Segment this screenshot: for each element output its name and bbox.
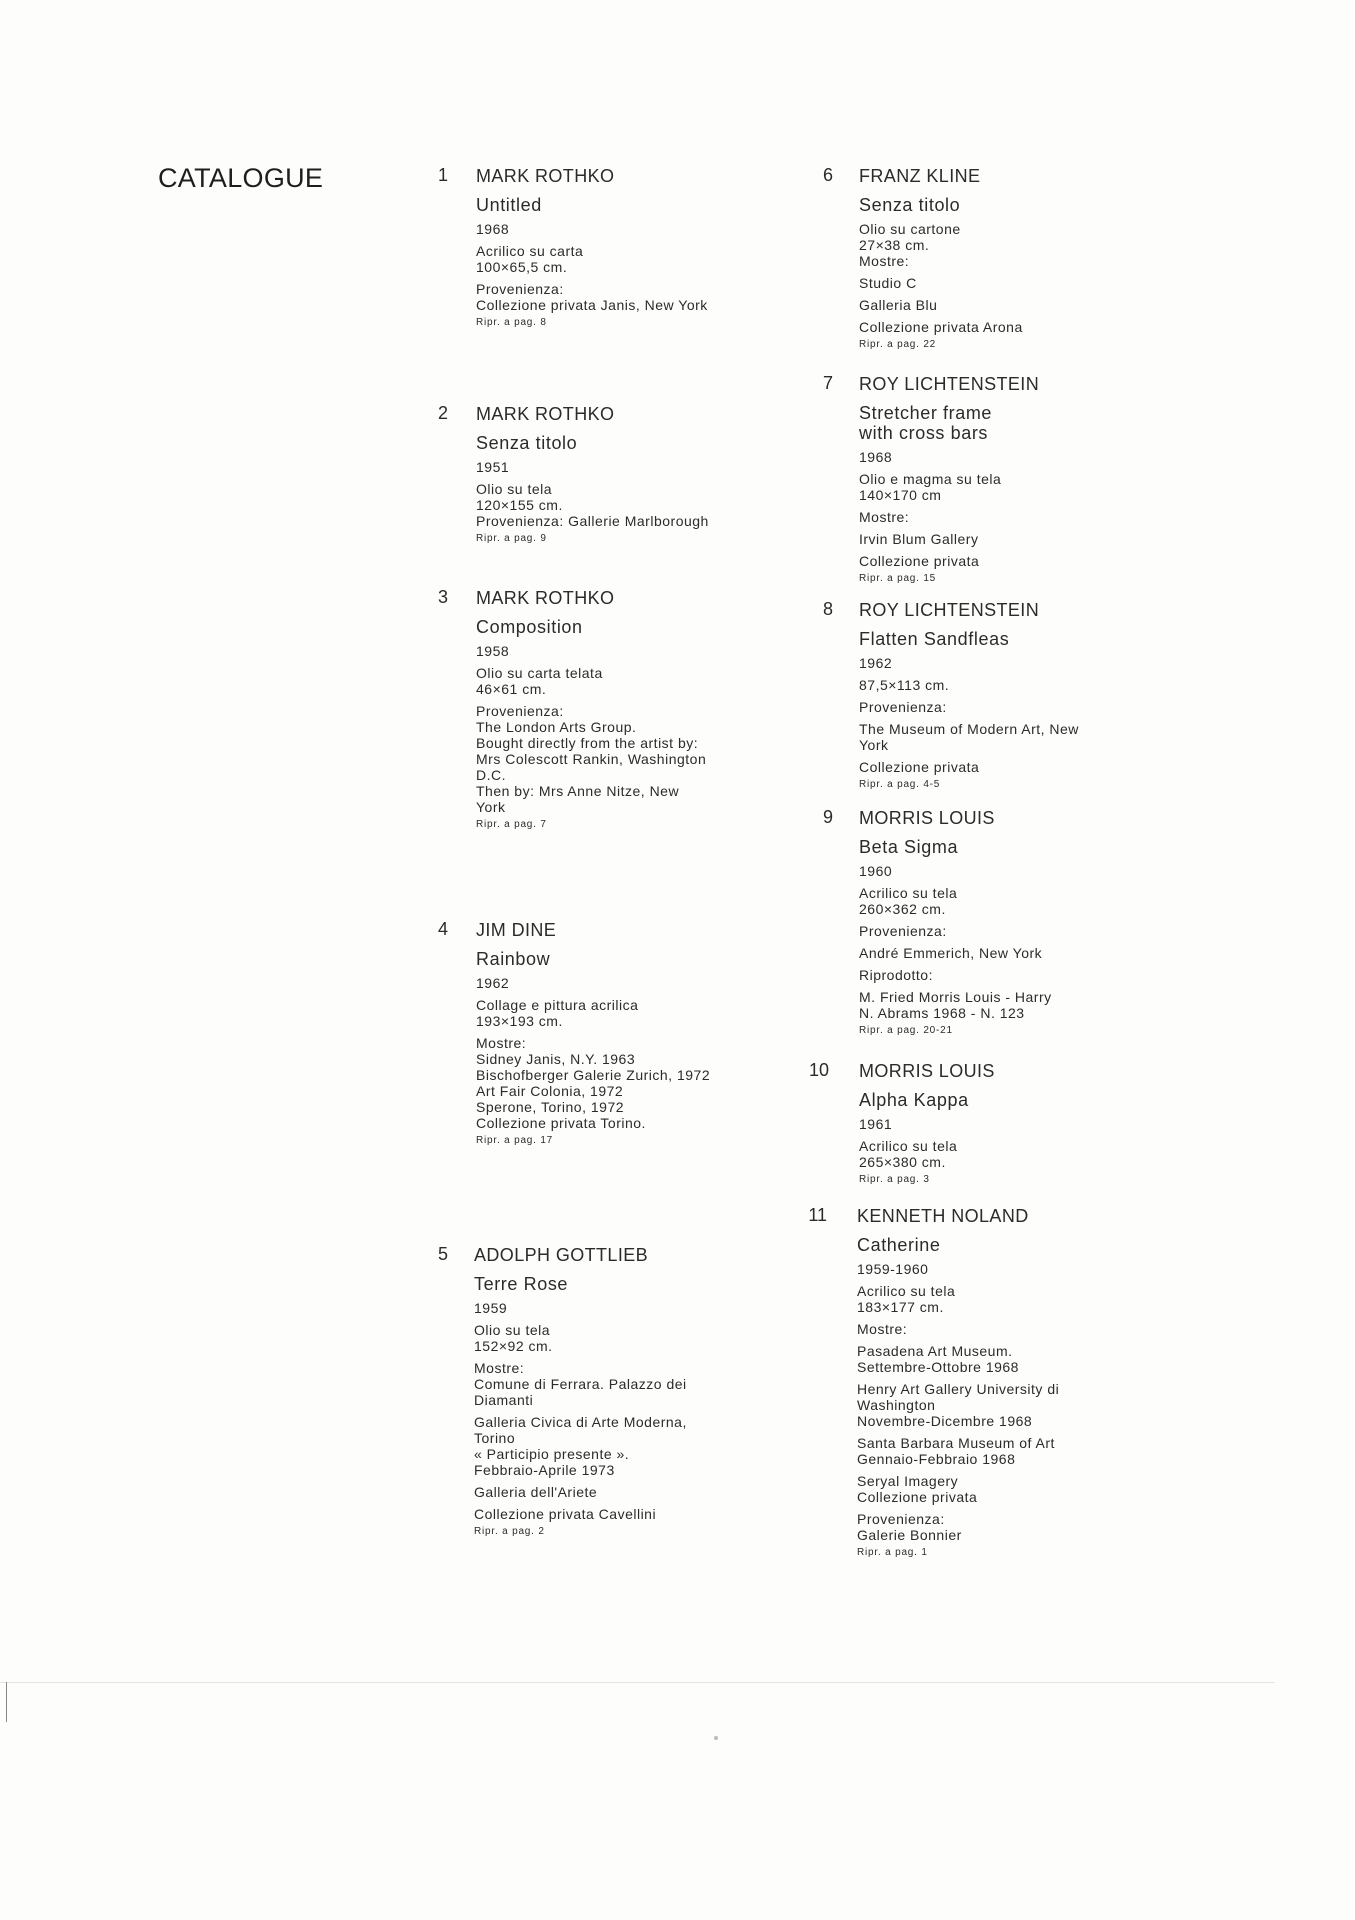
catalogue-entry (808, 1205, 1125, 1559)
entry-detail: Diamanti (474, 1392, 534, 1408)
catalogue-entry (437, 1244, 742, 1538)
entry-reproduction-ref: Ripr. a pag. 8 (476, 317, 547, 328)
entry-detail: Acrilico su tela (859, 885, 958, 901)
entry-title: Senza titolo (476, 433, 578, 453)
entry-title: Alpha Kappa (859, 1090, 969, 1110)
entry-detail: 46×61 cm. (476, 681, 547, 697)
entry-detail: Torino (474, 1430, 516, 1446)
entry-detail: 1962 (476, 975, 510, 991)
entry-detail: Bought directly from the artist by: (476, 735, 699, 751)
entry-detail: Collezione privata (859, 759, 980, 775)
entry-number: 9 (822, 807, 833, 827)
catalogue-entry (437, 403, 744, 545)
catalogue-entry (437, 165, 744, 329)
entry-detail: Collezione privata Janis, New York (476, 297, 708, 313)
entry-detail: The Museum of Modern Art, New (859, 721, 1079, 737)
entry-detail: 87,5×113 cm. (859, 677, 950, 693)
entry-detail: 260×362 cm. (859, 901, 946, 917)
entry-title: Rainbow (476, 949, 551, 969)
entry-detail: Pasadena Art Museum. (857, 1343, 1013, 1359)
entry-reproduction-ref: Ripr. a pag. 17 (476, 1135, 554, 1146)
entry-number: 8 (822, 599, 833, 619)
entry-artist: MORRIS LOUIS (859, 808, 995, 828)
entry-detail: 193×193 cm. (476, 1013, 563, 1029)
entry-detail: York (859, 737, 889, 753)
entry-detail: Mostre: (859, 509, 910, 525)
entry-reproduction-ref: Ripr. a pag. 22 (859, 339, 937, 350)
catalogue-entry (437, 919, 744, 1147)
entry-detail: N. Abrams 1968 - N. 123 (859, 1005, 1025, 1021)
entry-detail: Seryal Imagery (857, 1473, 959, 1489)
entry-detail: Bischofberger Galerie Zurich, 1972 (476, 1067, 711, 1083)
entry-detail: Olio su carta telata (476, 665, 603, 681)
entry-detail: Provenienza: (476, 281, 564, 297)
entry-detail: Collezione privata (859, 553, 980, 569)
entry-number: 5 (437, 1244, 448, 1264)
entry-detail: Sperone, Torino, 1972 (476, 1099, 625, 1115)
entry-detail: Santa Barbara Museum of Art (857, 1435, 1055, 1451)
entry-artist: ROY LICHTENSTEIN (859, 600, 1040, 620)
entry-number: 2 (437, 403, 448, 423)
entry-detail: Galerie Bonnier (857, 1527, 962, 1543)
entry-artist: MARK ROTHKO (476, 404, 615, 424)
entry-detail: Olio su tela (476, 481, 553, 497)
entry-title: Beta Sigma (859, 837, 959, 857)
entry-detail: 1968 (859, 449, 893, 465)
catalogue-entry (822, 373, 1127, 585)
entry-artist: ROY LICHTENSTEIN (859, 374, 1040, 394)
entry-detail: Provenienza: (859, 699, 947, 715)
entry-detail: Mrs Colescott Rankin, Washington (476, 751, 707, 767)
catalogue-entry (822, 165, 1127, 351)
entry-detail: Collezione privata Arona (859, 319, 1023, 335)
bottom-rule (0, 1682, 1275, 1683)
entry-reproduction-ref: Ripr. a pag. 7 (476, 819, 547, 830)
entry-detail: 183×177 cm. (857, 1299, 944, 1315)
entry-title: Flatten Sandfleas (859, 629, 1010, 649)
entry-detail: 140×170 cm (859, 487, 942, 503)
entry-detail: 265×380 cm. (859, 1154, 946, 1170)
entry-detail: Sidney Janis, N.Y. 1963 (476, 1051, 636, 1067)
entry-detail: Mostre: (857, 1321, 908, 1337)
entry-title: Composition (476, 617, 583, 637)
entry-detail: Provenienza: (857, 1511, 945, 1527)
entry-detail: Galleria Civica di Arte Moderna, (474, 1414, 687, 1430)
entry-number: 7 (822, 373, 833, 393)
entry-detail: Olio su tela (474, 1322, 551, 1338)
entry-detail: Mostre: (474, 1360, 525, 1376)
entry-detail: Provenienza: (859, 923, 947, 939)
entry-detail: Galleria dell'Ariete (474, 1484, 598, 1500)
entry-artist: MORRIS LOUIS (859, 1061, 995, 1081)
entry-artist: MARK ROTHKO (476, 166, 615, 186)
entry-number: 1 (437, 165, 448, 185)
entry-detail: Febbraio-Aprile 1973 (474, 1462, 615, 1478)
entry-detail: 1959-1960 (857, 1261, 929, 1277)
entry-number: 4 (437, 919, 448, 939)
entry-detail: 100×65,5 cm. (476, 259, 568, 275)
page-title: CATALOGUE (158, 163, 324, 193)
entry-title: Terre Rose (474, 1274, 569, 1294)
entry-detail: Riprodotto: (859, 967, 933, 983)
entry-title: Catherine (857, 1235, 941, 1255)
entry-artist: KENNETH NOLAND (857, 1206, 1029, 1226)
entry-detail: Irvin Blum Gallery (859, 531, 979, 547)
entry-detail: 1959 (474, 1300, 508, 1316)
entry-detail: Provenienza: (476, 703, 564, 719)
entry-detail: 27×38 cm. (859, 237, 930, 253)
edge-mark (6, 1682, 7, 1722)
entry-detail: Henry Art Gallery University di (857, 1381, 1060, 1397)
entry-detail: Comune di Ferrara. Palazzo dei (474, 1376, 687, 1392)
entry-detail: Gennaio-Febbraio 1968 (857, 1451, 1016, 1467)
entry-reproduction-ref: Ripr. a pag. 3 (859, 1174, 930, 1185)
entry-detail: The London Arts Group. (476, 719, 637, 735)
entry-detail: Collezione privata Torino. (476, 1115, 646, 1131)
entry-detail: « Participio presente ». (474, 1446, 630, 1462)
entry-number: 10 (808, 1060, 829, 1080)
catalogue-entry (808, 1060, 1127, 1186)
entry-artist: MARK ROTHKO (476, 588, 615, 608)
entry-detail: Mostre: (859, 253, 910, 269)
entry-detail: D.C. (476, 767, 506, 783)
entry-detail: Acrilico su tela (857, 1283, 956, 1299)
entry-number: 11 (808, 1205, 827, 1225)
entry-detail: 1960 (859, 863, 893, 879)
entry-detail: Galleria Blu (859, 297, 938, 313)
entry-artist: ADOLPH GOTTLIEB (474, 1245, 649, 1265)
entry-artist: JIM DINE (476, 920, 557, 940)
entry-detail: Settembre-Ottobre 1968 (857, 1359, 1019, 1375)
entry-detail: 120×155 cm. (476, 497, 563, 513)
entry-detail: 1968 (476, 221, 510, 237)
catalogue-entry (822, 807, 1127, 1037)
entry-number: 3 (437, 587, 448, 607)
entry-reproduction-ref: Ripr. a pag. 15 (859, 573, 937, 584)
entry-detail: York (476, 799, 506, 815)
entry-artist: FRANZ KLINE (859, 166, 981, 186)
entry-number: 6 (822, 165, 833, 185)
entry-title: Untitled (476, 195, 542, 215)
entry-detail: Then by: Mrs Anne Nitze, New (476, 783, 680, 799)
entry-detail: 152×92 cm. (474, 1338, 553, 1354)
entry-detail: Acrilico su carta (476, 243, 584, 259)
entry-title: Senza titolo (859, 195, 961, 215)
entry-reproduction-ref: Ripr. a pag. 4-5 (859, 779, 941, 790)
entry-detail: Olio su cartone (859, 221, 961, 237)
entry-detail: 1961 (859, 1116, 893, 1132)
entry-reproduction-ref: Ripr. a pag. 1 (857, 1547, 928, 1558)
entry-title: Stretcher frame with cross bars (859, 403, 993, 443)
entry-detail: Mostre: (476, 1035, 527, 1051)
catalogue-entry (437, 587, 744, 831)
entry-detail: Acrilico su tela (859, 1138, 958, 1154)
entry-detail: Washington (857, 1397, 936, 1413)
entry-detail: Collezione privata (857, 1489, 978, 1505)
entry-detail: 1958 (476, 643, 510, 659)
entry-detail: Art Fair Colonia, 1972 (476, 1083, 624, 1099)
entry-reproduction-ref: Ripr. a pag. 9 (476, 533, 547, 544)
entry-detail: Collage e pittura acrilica (476, 997, 639, 1013)
speck (714, 1736, 718, 1740)
entry-detail: Novembre-Dicembre 1968 (857, 1413, 1033, 1429)
entry-reproduction-ref: Ripr. a pag. 2 (474, 1526, 545, 1537)
entry-detail: 1951 (476, 459, 510, 475)
catalogue-entry (822, 599, 1127, 791)
entry-detail: Collezione privata Cavellini (474, 1506, 657, 1522)
entry-detail: Studio C (859, 275, 917, 291)
entry-detail: M. Fried Morris Louis - Harry (859, 989, 1052, 1005)
entry-detail: Olio e magma su tela (859, 471, 1002, 487)
entry-reproduction-ref: Ripr. a pag. 20-21 (859, 1025, 953, 1036)
entry-detail: 1962 (859, 655, 893, 671)
entry-detail: André Emmerich, New York (859, 945, 1043, 961)
entry-detail: Provenienza: Gallerie Marlborough (476, 513, 709, 529)
